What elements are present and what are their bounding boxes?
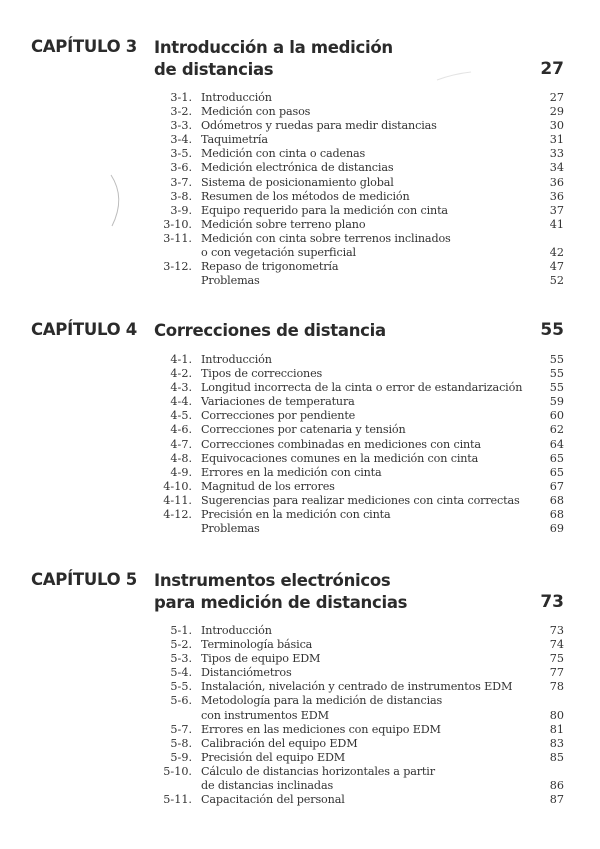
section-page-number: 65 — [549, 465, 564, 479]
scan-mark-arc — [108, 170, 128, 230]
toc-entry — [0, 466, 600, 480]
section-title-line: Errores en las mediciones con equipo EDM — [201, 722, 441, 736]
section-title — [201, 367, 531, 381]
section-title-line: Medición con cinta sobre terrenos inclinados — [201, 231, 451, 245]
section-title — [201, 652, 531, 666]
section-title — [201, 494, 531, 508]
toc-entry — [0, 765, 600, 793]
section-title-line: Instalación, nivelación y centrado de instrumentos EDM — [201, 680, 513, 694]
section-number: 3-10. — [163, 217, 192, 231]
chapter-heading — [0, 570, 600, 614]
section-number: 5-2. — [170, 638, 192, 652]
section-title-line: Sistema de posicionamiento global — [201, 175, 394, 189]
chapter-label: CAPÍTULO 3 — [31, 37, 137, 56]
toc-entry — [0, 409, 600, 423]
section-title-line: Calibración del equipo EDM — [201, 736, 358, 750]
toc-entry — [0, 190, 600, 204]
section-page-number: 47 — [549, 260, 564, 274]
section-title — [201, 666, 531, 680]
chapter-page-number: 55 — [540, 320, 564, 340]
toc-entry — [0, 652, 600, 666]
chapter-label: CAPÍTULO 5 — [31, 570, 137, 589]
section-title-line: Medición electrónica de distancias — [201, 161, 394, 175]
section-page-number: 62 — [549, 423, 564, 437]
toc-entry — [0, 638, 600, 652]
section-number: 4-9. — [170, 465, 192, 479]
section-number: 4-2. — [170, 367, 192, 381]
section-number: 3-9. — [170, 203, 192, 217]
section-title-line: Resumen de los métodos de medición — [201, 189, 410, 203]
section-title-line: Equivocaciones comunes en la medición con cinta — [201, 451, 479, 465]
chapter-title — [154, 320, 494, 342]
toc-entry — [0, 751, 600, 765]
section-number: 5-3. — [170, 652, 192, 666]
section-page-number: 64 — [549, 437, 564, 451]
chapter-title — [154, 570, 494, 614]
section-number: 4-1. — [170, 353, 192, 366]
section-title — [201, 190, 531, 204]
section-title-line: Repaso de trigonometría — [201, 260, 339, 274]
chapter-title-line: Correcciones de distancia — [154, 321, 386, 340]
section-page-number: 75 — [549, 652, 564, 666]
section-title — [201, 508, 531, 522]
toc-entry — [0, 218, 600, 232]
chapter-title-line: de distancias — [154, 60, 274, 79]
section-title — [201, 438, 531, 452]
toc-entry — [0, 260, 600, 274]
section-title — [201, 723, 531, 737]
section-page-number: 81 — [549, 722, 564, 736]
section-page-number: 29 — [549, 105, 564, 119]
section-number: 3-5. — [170, 147, 192, 161]
section-title-line: Problemas — [201, 274, 260, 288]
section-title-line: Equipo requerido para la medición con cinta — [201, 203, 448, 217]
section-title-line: Medición con pasos — [201, 105, 311, 119]
section-title — [201, 466, 531, 480]
chapter-title-line: Introducción a la medición — [154, 38, 393, 57]
section-page-number: 77 — [549, 666, 564, 680]
section-number: 5-4. — [170, 666, 192, 680]
section-title — [201, 452, 531, 466]
section-number: 5-5. — [170, 680, 192, 694]
section-number: 3-6. — [170, 161, 192, 175]
section-page-number: 83 — [549, 736, 564, 750]
section-title — [201, 353, 531, 367]
section-title-line: Correcciones combinadas en mediciones con cinta — [201, 437, 481, 451]
section-number: 5-7. — [170, 722, 192, 736]
section-title-line: Precisión en la medición con cinta — [201, 508, 391, 522]
section-page-number: 85 — [549, 750, 564, 764]
section-number: 3-4. — [170, 133, 192, 147]
toc-entry — [0, 395, 600, 409]
toc-entries-chapter-4 — [0, 353, 600, 536]
section-page-number: 59 — [549, 395, 564, 409]
section-title — [201, 638, 531, 652]
section-title-line: Longitud incorrecta de la cinta o error de estandarización — [201, 381, 523, 395]
section-page-number: 30 — [549, 119, 564, 133]
section-number: 4-8. — [170, 451, 192, 465]
section-title-line: Variaciones de temperatura — [201, 395, 355, 409]
section-page-number: 60 — [549, 409, 564, 423]
toc-entry — [0, 508, 600, 522]
section-number: 4-6. — [170, 423, 192, 437]
section-page-number: 80 — [549, 708, 564, 722]
section-title — [201, 274, 531, 288]
section-page-number: 27 — [549, 91, 564, 104]
chapter-title-line: para medición de distancias — [154, 593, 408, 612]
section-title — [201, 260, 531, 274]
toc-entry — [0, 438, 600, 452]
section-page-number: 67 — [549, 479, 564, 493]
toc-entry — [0, 522, 600, 536]
chapter-page-number: 73 — [540, 592, 564, 612]
section-title-line: o con vegetación superficial — [201, 246, 356, 260]
section-number: 4-4. — [170, 395, 192, 409]
toc-entry — [0, 367, 600, 381]
toc-entry — [0, 232, 600, 260]
section-title — [201, 409, 531, 423]
toc-entry — [0, 494, 600, 508]
section-title — [201, 793, 531, 807]
section-page-number: 55 — [549, 353, 564, 366]
section-number: 3-7. — [170, 175, 192, 189]
toc-entry — [0, 353, 600, 367]
section-title-line: de distancias inclinadas — [201, 779, 334, 793]
toc-entry — [0, 91, 600, 105]
section-number: 5-9. — [170, 750, 192, 764]
scan-mark-speck — [435, 70, 475, 84]
section-number: 4-7. — [170, 437, 192, 451]
section-number: 4-10. — [163, 479, 192, 493]
section-title — [201, 751, 531, 765]
section-number: 3-3. — [170, 119, 192, 133]
section-number: 5-1. — [170, 624, 192, 637]
section-number: 5-11. — [163, 793, 192, 807]
section-page-number: 33 — [549, 147, 564, 161]
section-page-number: 37 — [549, 203, 564, 217]
toc-entries-chapter-5 — [0, 624, 600, 807]
section-title — [201, 480, 531, 494]
section-title-line: Terminología básica — [201, 638, 313, 652]
section-title-line: Tipos de correcciones — [201, 367, 323, 381]
section-number: 5-8. — [170, 736, 192, 750]
toc-entry — [0, 147, 600, 161]
section-title-line: Metodología para la medición de distancias — [201, 694, 443, 708]
section-title-line: Cálculo de distancias horizontales a partir — [201, 764, 435, 778]
section-title-line: Medición sobre terreno plano — [201, 217, 366, 231]
section-title — [201, 133, 531, 147]
section-page-number: 42 — [549, 246, 564, 260]
toc-entry — [0, 176, 600, 190]
toc-entry — [0, 624, 600, 638]
toc-entry — [0, 105, 600, 119]
section-number: 3-1. — [170, 91, 192, 104]
section-title-line: Correcciones por catenaria y tensión — [201, 423, 406, 437]
toc-entry — [0, 119, 600, 133]
section-page-number: 68 — [549, 508, 564, 522]
section-number: 4-11. — [163, 493, 192, 507]
section-page-number: 41 — [549, 217, 564, 231]
toc-entry — [0, 381, 600, 395]
section-title-line: Capacitación del personal — [201, 793, 345, 807]
section-title-line: Distanciómetros — [201, 666, 292, 680]
section-title-line: Sugerencias para realizar mediciones con cinta correctas — [201, 493, 520, 507]
toc-entry — [0, 737, 600, 751]
section-page-number: 87 — [549, 793, 564, 807]
section-page-number: 68 — [549, 493, 564, 507]
section-title-line: Tipos de equipo EDM — [201, 652, 321, 666]
section-page-number: 52 — [549, 274, 564, 288]
toc-entry — [0, 480, 600, 494]
section-title-line: Odómetros y ruedas para medir distancias — [201, 119, 437, 133]
toc-entries-chapter-3 — [0, 91, 600, 288]
toc-entry — [0, 161, 600, 175]
toc-entry — [0, 723, 600, 737]
toc-entry — [0, 274, 600, 288]
toc-entry — [0, 133, 600, 147]
section-title-line: Precisión del equipo EDM — [201, 750, 346, 764]
section-page-number: 31 — [549, 133, 564, 147]
section-number: 5-10. — [163, 764, 192, 778]
section-title — [201, 765, 531, 793]
toc-entry — [0, 694, 600, 722]
section-title — [201, 395, 531, 409]
section-page-number: 65 — [549, 451, 564, 465]
chapter-heading — [0, 37, 600, 81]
section-title — [201, 680, 531, 694]
section-page-number: 74 — [549, 638, 564, 652]
section-page-number: 34 — [549, 161, 564, 175]
section-page-number: 36 — [549, 189, 564, 203]
section-title — [201, 624, 531, 638]
section-title-line: Problemas — [201, 522, 260, 536]
section-title — [201, 204, 531, 218]
section-title-line: Introducción — [201, 91, 272, 104]
section-title — [201, 737, 531, 751]
toc-entry — [0, 666, 600, 680]
section-title — [201, 218, 531, 232]
section-title — [201, 232, 531, 260]
section-title-line: Introducción — [201, 624, 272, 637]
section-title — [201, 105, 531, 119]
section-title-line: Correcciones por pendiente — [201, 409, 356, 423]
section-page-number: 78 — [549, 680, 564, 694]
section-page-number: 55 — [549, 381, 564, 395]
section-title — [201, 176, 531, 190]
chapter-3 — [0, 37, 600, 81]
toc-entry — [0, 793, 600, 807]
section-title — [201, 694, 531, 722]
section-title-line: Introducción — [201, 353, 272, 366]
section-title — [201, 381, 531, 395]
toc-entry — [0, 423, 600, 437]
section-number: 4-3. — [170, 381, 192, 395]
section-page-number: 86 — [549, 779, 564, 793]
section-number: 4-5. — [170, 409, 192, 423]
section-number: 4-12. — [163, 508, 192, 522]
section-title — [201, 423, 531, 437]
section-title — [201, 119, 531, 133]
section-title — [201, 522, 531, 536]
section-title-line: Medición con cinta o cadenas — [201, 147, 366, 161]
section-number: 3-11. — [163, 231, 192, 245]
section-title — [201, 161, 531, 175]
chapter-5 — [0, 570, 600, 614]
section-page-number: 73 — [549, 624, 564, 637]
section-title-line: Taquimetría — [201, 133, 268, 147]
section-page-number: 69 — [549, 522, 564, 536]
section-title — [201, 91, 531, 105]
section-title — [201, 147, 531, 161]
section-number: 3-8. — [170, 189, 192, 203]
section-page-number: 36 — [549, 175, 564, 189]
chapter-page-number: 27 — [540, 59, 564, 79]
toc-entry — [0, 204, 600, 218]
section-number: 5-6. — [170, 694, 192, 708]
toc-entry — [0, 680, 600, 694]
section-number: 3-2. — [170, 105, 192, 119]
section-title-line: Magnitud de los errores — [201, 479, 335, 493]
section-page-number: 55 — [549, 367, 564, 381]
section-title-line: Errores en la medición con cinta — [201, 465, 382, 479]
toc-entry — [0, 452, 600, 466]
chapter-title-line: Instrumentos electrónicos — [154, 571, 391, 590]
section-title-line: con instrumentos EDM — [201, 708, 329, 722]
chapter-label: CAPÍTULO 4 — [31, 320, 137, 339]
section-number: 3-12. — [163, 260, 192, 274]
